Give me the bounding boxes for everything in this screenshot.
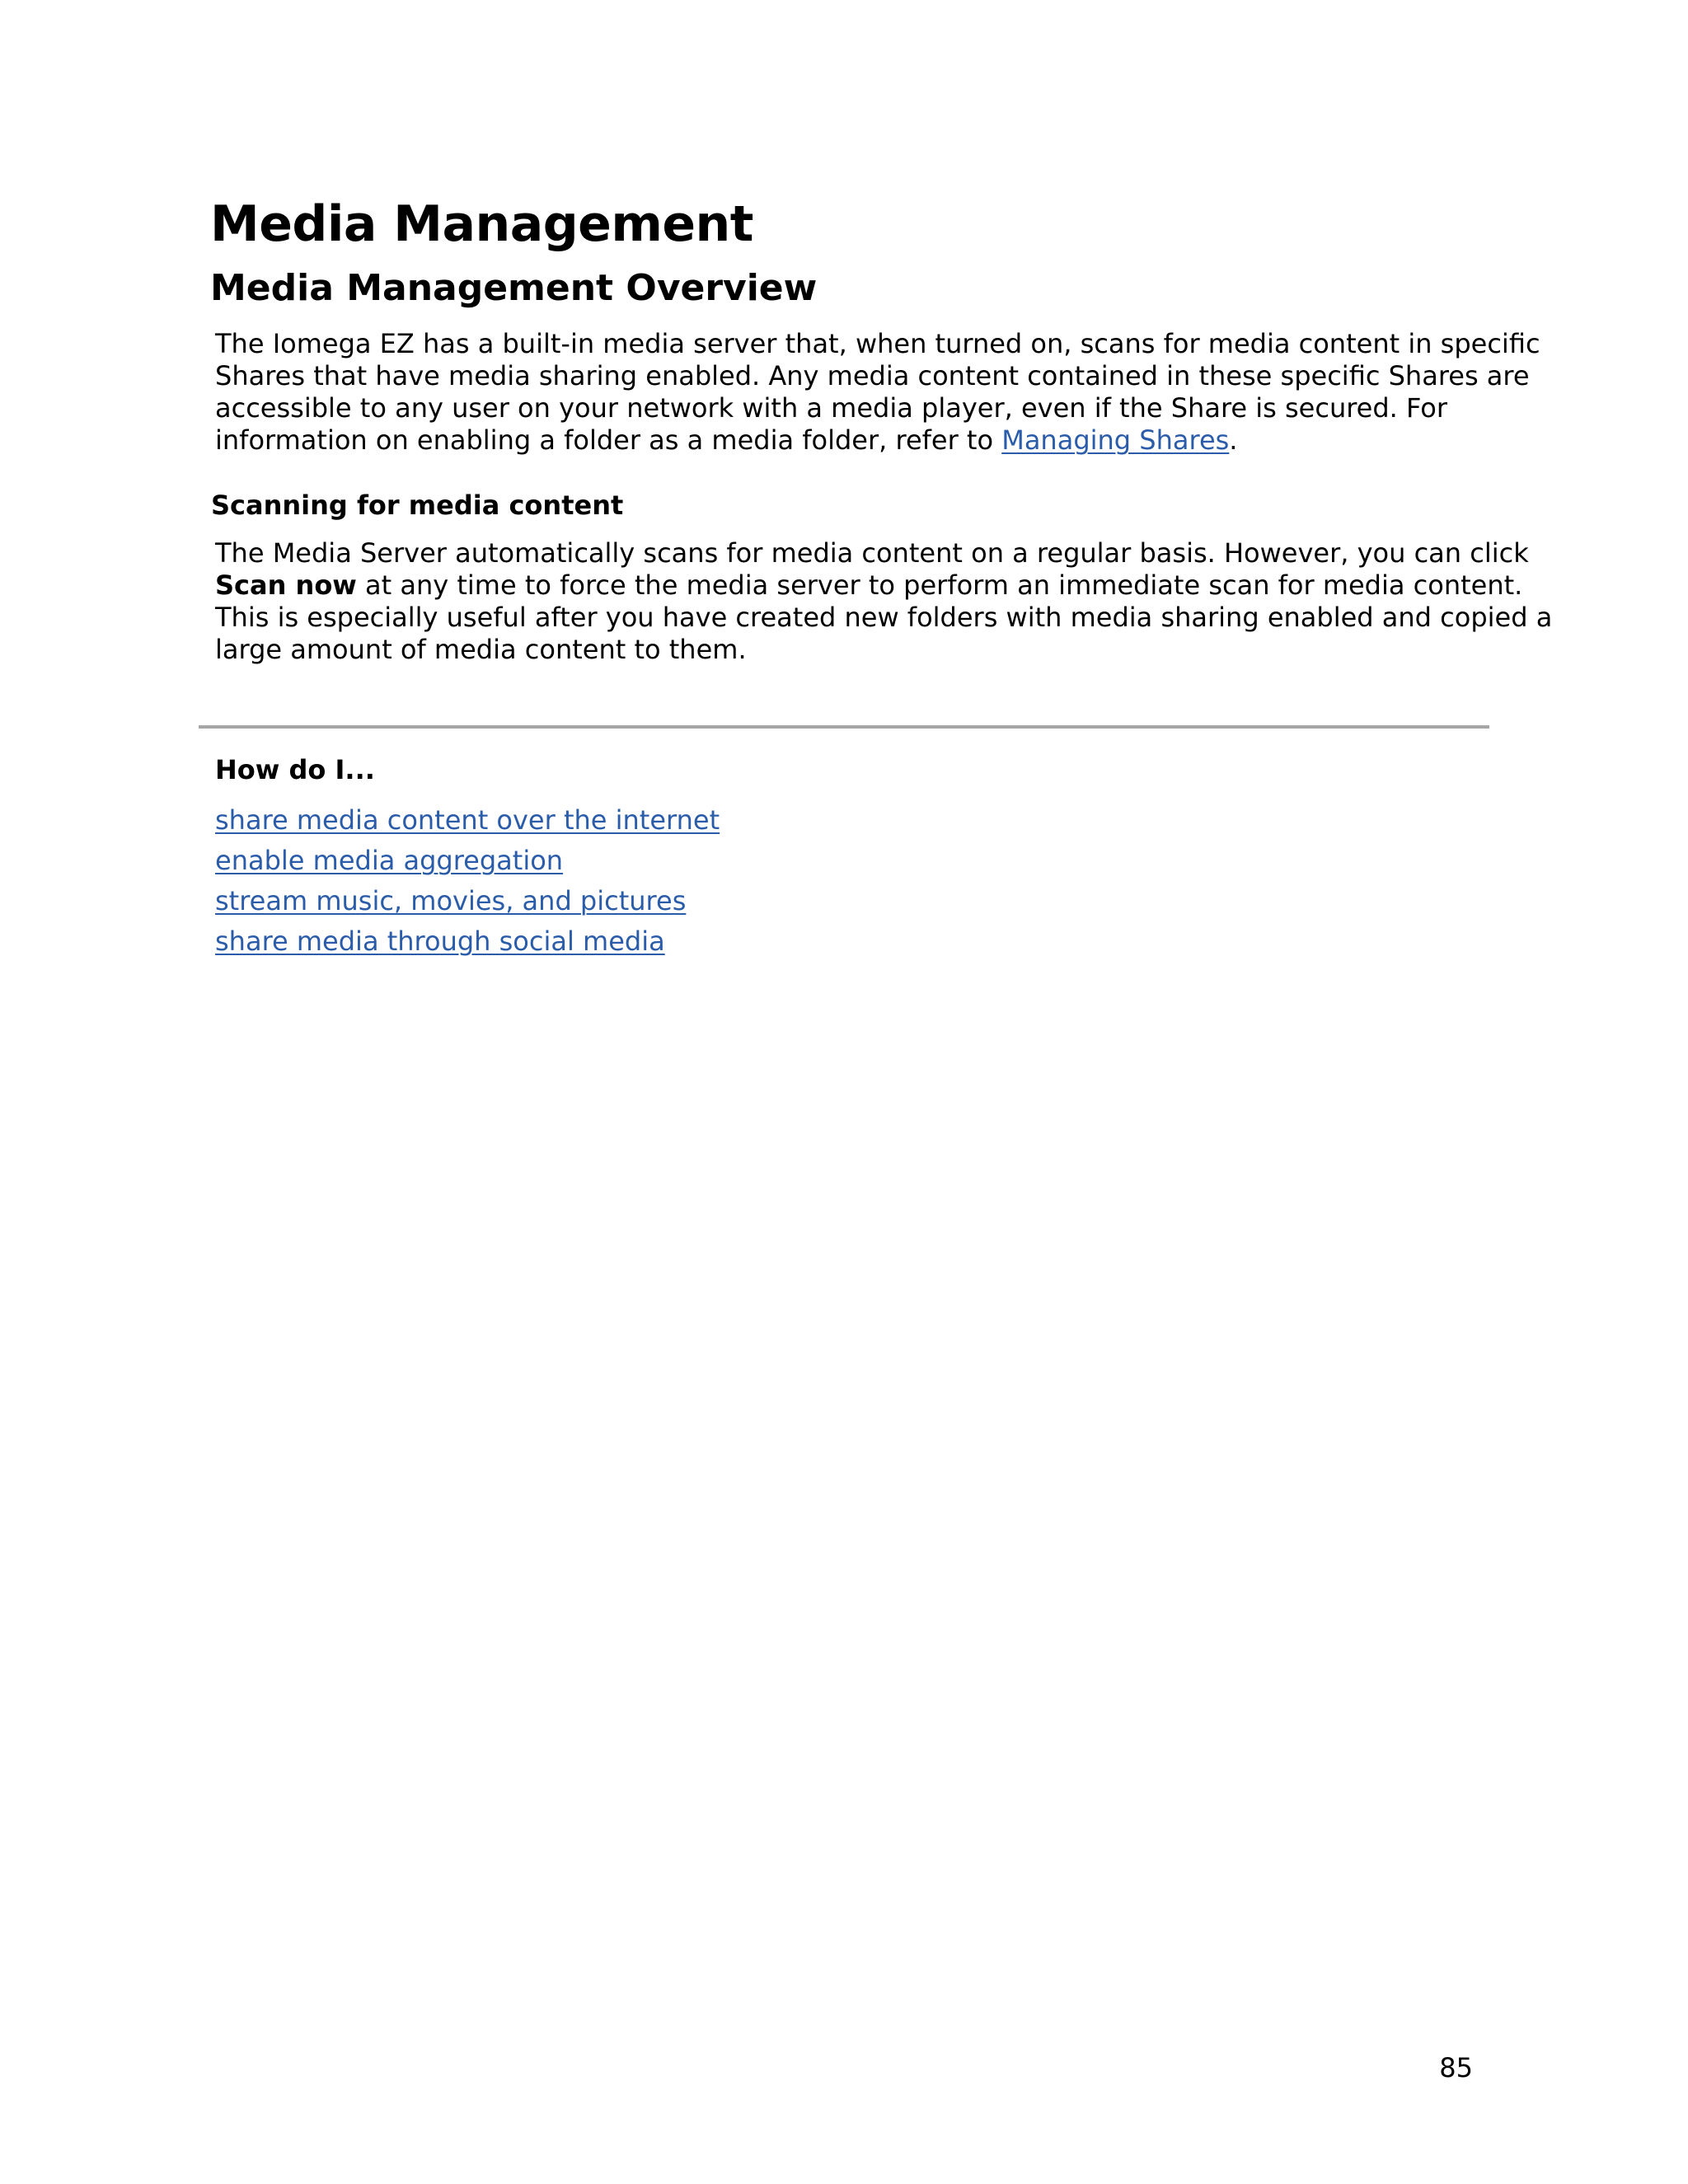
scan-now-term: Scan now [215,569,357,601]
stream-media-link[interactable]: stream music, movies, and pictures [215,885,687,916]
overview-line-text: information on enabling a folder as a media folder, refer to [215,424,1002,456]
scanning-heading: Scanning for media content [211,490,624,521]
overview-line-with-link [215,424,1501,457]
scanning-line: The Media Server automatically scans for media content on a regular basis. However, you can click [215,537,1529,569]
scanning-line-text: at any time to force the media server to perform an immediate scan for media content. [356,569,1523,601]
how-do-i-item [215,800,720,841]
overview-line: Shares that have media sharing enabled. Any media content contained in these specific Shares are [215,360,1530,391]
overview-line: accessible to any user on your network with a media player, even if the Share is secured. For [215,392,1448,424]
scanning-line: This is especially useful after you have created new folders with media sharing enabled and copied a [215,602,1553,633]
scanning-paragraph [215,537,1553,666]
how-do-i-item [215,841,720,881]
managing-shares-link[interactable]: Managing Shares [1001,424,1230,456]
page-number: 85 [1439,2052,1473,2083]
how-do-i-links [215,800,720,962]
overview-paragraph [215,328,1540,457]
page-title: Media Management [210,195,753,253]
scanning-line: large amount of media content to them. [215,634,747,665]
section-divider [199,725,1489,729]
how-do-i-item [215,881,720,921]
share-over-internet-link[interactable]: share media content over the internet [215,804,720,836]
section-title: Media Management Overview [210,267,818,309]
how-do-i-item [215,921,720,962]
overview-line-end: . [1229,424,1238,456]
share-social-media-link[interactable]: share media through social media [215,926,665,957]
how-do-i-heading: How do I... [215,754,375,785]
enable-media-aggregation-link[interactable]: enable media aggregation [215,845,564,876]
scanning-line [215,569,1523,602]
overview-line: The Iomega EZ has a built-in media server that, when turned on, scans for media content in specific [215,328,1540,359]
